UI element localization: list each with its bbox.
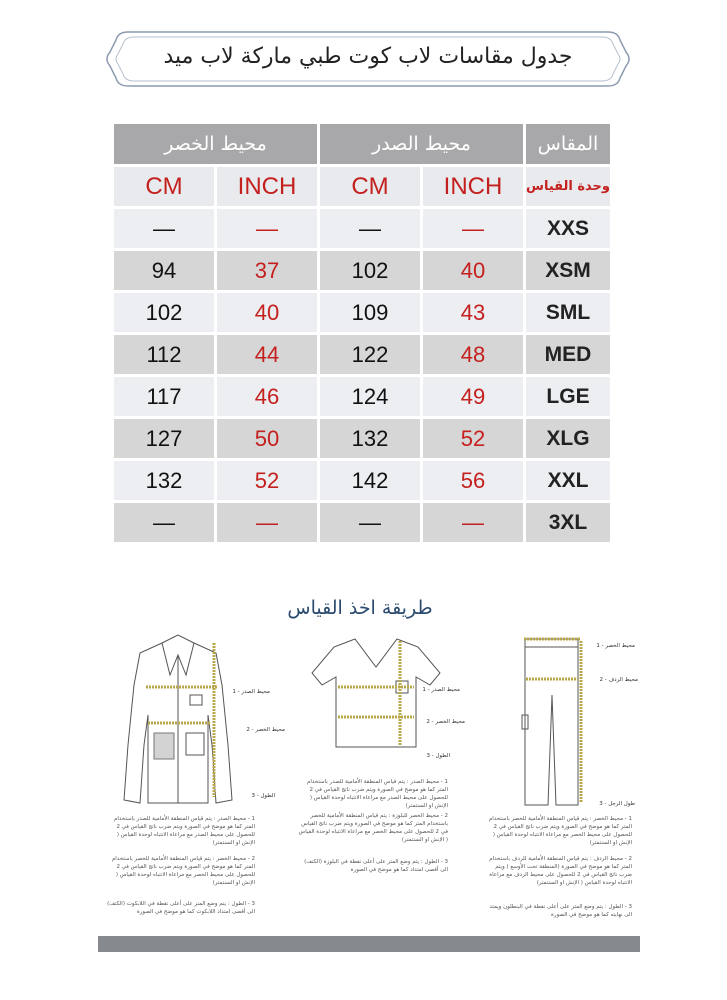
size-cell: MED	[526, 335, 610, 374]
chest-inch-cell: —	[423, 209, 523, 248]
waist-cm-cell: 112	[114, 335, 214, 374]
chest-cm-cell: 124	[320, 377, 420, 416]
header-chest: محيط الصدر	[320, 124, 523, 164]
table-row	[114, 503, 610, 542]
waist-cm-cell: 102	[114, 293, 214, 332]
table-row	[114, 293, 610, 332]
table-row	[114, 419, 610, 458]
waist-inch-cell: —	[217, 503, 317, 542]
shirt-note-3: 3 - الطول : يتم وضع المتر على أعلى نقطة في البلوزة (الكتف) الى أقصى امتداد كما هو موضح في الصورة	[304, 859, 448, 873]
pants-note-2: 2 - محيط الردف : يتم قياس المنطقة الأمامية للردف باستخدام المتر كما هو موضح في الصورة (المنطقة تحت الأوسع ) ويتم ضرب ناتج القياس في 2 للحصول على محيط الردف مع مراعاة الانتباه لوحدة القياس ( الإنش او السنتمتر)	[489, 856, 632, 886]
pants-label-waist: 1 - محيط الخصر	[596, 643, 635, 649]
chest-cm-cell: 102	[320, 251, 420, 290]
size-cell: XLG	[526, 419, 610, 458]
coat-note-2: 2 - محيط الخصر : يتم قياس المنطقة الأمامية للخصر باستخدام المتر كما هو موضح في الصورة ويتم ضرب ناتج القياس في 2 للحصول على محيط الخصر مع مراعاة الانتباه لوحدة القياس ( الإنش او السنتمتر)	[111, 856, 255, 886]
waist-cm-cell: —	[114, 503, 214, 542]
chest-cm-cell: 109	[320, 293, 420, 332]
chest-cm-cell: 142	[320, 461, 420, 500]
waist-inch-cell: 50	[217, 419, 317, 458]
waist-inch-cell: 37	[217, 251, 317, 290]
waist-cm-cell: 132	[114, 461, 214, 500]
pants-label-length: 3 - طول الرجل	[599, 801, 635, 807]
chest-inch-cell: 56	[423, 461, 523, 500]
chest-cm-cell: —	[320, 209, 420, 248]
table-row	[114, 209, 610, 248]
waist-cm-cell: 117	[114, 377, 214, 416]
waist-inch-cell: 46	[217, 377, 317, 416]
coat-note-1: 1 - محيط الصدر : يتم قياس المنطقة الأمامية للصدر باستخدام المتر كما هو موضح في الصورة ويتم ضرب ناتج القياس في 2 للحصول على محيط الصدر مع مراعاة الانتباه لوحدة القياس ( الإنش او السنتمتر)	[113, 816, 255, 846]
size-cell: SML	[526, 293, 610, 332]
shirt-label-waist: 2 - محيط الخصر	[426, 719, 465, 725]
coat-label-length: 3 - الطول	[251, 793, 275, 799]
chest-inch-cell: —	[423, 503, 523, 542]
pants-note-3: 3 - الطول : يتم وضع المتر على أعلى نقطة في البنطلون ويمتد الى نهايته كما هو موضح في الصورة	[489, 904, 632, 918]
waist-inch-cell: 44	[217, 335, 317, 374]
unit-waist-cm: CM	[114, 167, 214, 206]
chest-inch-cell: 40	[423, 251, 523, 290]
page-title: جدول مقاسات لاب كوت طبي ماركة لاب ميد	[163, 44, 573, 69]
waist-inch-cell: 40	[217, 293, 317, 332]
unit-label: وحدة القياس	[526, 167, 610, 206]
coat-note-3: 3 - الطول : يتم وضع المتر على أعلى نقطة في اللابكوت (الكتف) الى أقصى امتداد اللابكوت كما هو موضح في الصورة	[107, 901, 255, 915]
waist-cm-cell: —	[114, 209, 214, 248]
waist-cm-cell: 127	[114, 419, 214, 458]
chest-cm-cell: —	[320, 503, 420, 542]
measure-title: طريقة اخذ القياس	[287, 597, 433, 619]
unit-waist-inch: INCH	[217, 167, 317, 206]
chest-inch-cell: 52	[423, 419, 523, 458]
chest-inch-cell: 43	[423, 293, 523, 332]
size-cell: XXS	[526, 209, 610, 248]
shirt-note-1: 1 - محيط الصدر : يتم قياس المنطقة الأمامية للصدر باستخدام المتر كما هو موضح في الصورة ويتم ضرب ناتج القياس في 2 للحصول على محيط الصدر مع مراعاة الانتباه لوحدة القياس ( الإنش او السنتمتر)	[306, 779, 448, 809]
size-cell: LGE	[526, 377, 610, 416]
pants-note-1: 1 - محيط الخصر : يتم قياس المنطقة الأمامية للخصر باستخدام المتر كما هو موضح في الصورة ويتم ضرب ناتج القياس في 2 للحصول على محيط الخصر مع مراعاة الانتباه لوحدة القياس ( الإنش او السنتمتر)	[488, 816, 632, 846]
shirt-label-length: 3 - الطول	[426, 753, 450, 759]
table-row	[114, 335, 610, 374]
size-cell: XSM	[526, 251, 610, 290]
unit-chest-inch: INCH	[423, 167, 523, 206]
waist-cm-cell: 94	[114, 251, 214, 290]
header-waist: محيط الخصر	[114, 124, 317, 164]
pants-drawing	[522, 639, 578, 805]
coat-label-waist: 2 - محيط الخصر	[246, 727, 285, 733]
waist-inch-cell: 52	[217, 461, 317, 500]
size-cell: XXL	[526, 461, 610, 500]
table-row	[114, 377, 610, 416]
chest-inch-cell: 49	[423, 377, 523, 416]
shirt-label-chest: 1 - محيط الصدر	[422, 687, 460, 693]
table-row	[114, 251, 610, 290]
waist-inch-cell: —	[217, 209, 317, 248]
coat-label-chest: 1 - محيط الصدر	[232, 689, 270, 695]
chest-inch-cell: 48	[423, 335, 523, 374]
unit-chest-cm: CM	[320, 167, 420, 206]
lab-coat-drawing	[124, 635, 232, 803]
header-size: المقاس	[526, 124, 610, 164]
size-cell: 3XL	[526, 503, 610, 542]
chest-cm-cell: 122	[320, 335, 420, 374]
scrub-shirt-drawing	[312, 639, 440, 747]
bottom-bar	[98, 936, 640, 952]
pants-label-hip: 2 - محيط الردف	[599, 677, 638, 683]
size-table	[111, 121, 613, 545]
shirt-note-2: 2 - محيط الخصر للبلوزة : يتم قياس المنطقة الأمامية للخصر باستخدام المتر كما هو موضح في الصورة ويتم ضرب ناتج القياس في 2 للحصول على محيط الخصر مع مراعاة الانتباه لوحدة القياس ( الإنش او السنتمتر)	[298, 813, 448, 843]
table-row	[114, 461, 610, 500]
chest-cm-cell: 132	[320, 419, 420, 458]
